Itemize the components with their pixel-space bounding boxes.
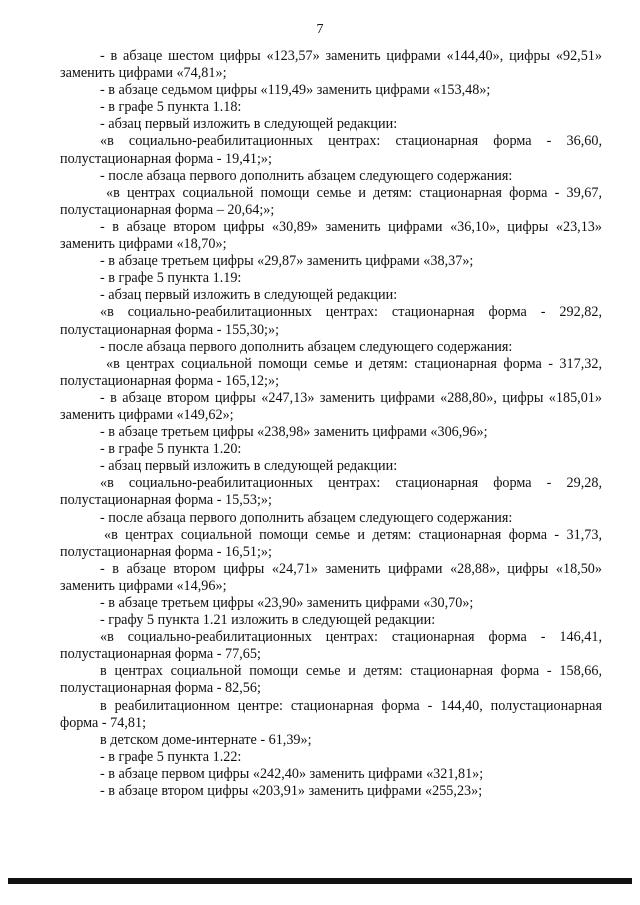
- paragraph: - в абзаце третьем цифры «29,87» заменить цифрами «38,37»;: [100, 253, 474, 270]
- paragraph: - в абзаце шестом цифры «123,57» заменить цифрами «144,40», цифры «92,51» заменить цифрами «74,81»;: [60, 48, 602, 82]
- paragraph: - абзац первый изложить в следующей редакции:: [100, 458, 398, 475]
- scan-edge-border: [8, 878, 632, 884]
- paragraph: - абзац первый изложить в следующей редакции:: [100, 287, 398, 304]
- page-number: 7: [316, 22, 324, 37]
- paragraph: - в графе 5 пункта 1.20:: [100, 441, 242, 458]
- paragraph: «в социально-реабилитационных центрах: стационарная форма - 292,82, полустационарная форма - 155,30;»;: [60, 304, 602, 338]
- paragraph: «в социально-реабилитационных центрах: стационарная форма - 146,41, полустационарная форма - 77,65;: [60, 629, 602, 663]
- paragraph: - в абзаце третьем цифры «23,90» заменить цифрами «30,70»;: [100, 595, 474, 611]
- paragraph: - в абзаце третьем цифры «238,98» заменить цифрами «306,96»;: [100, 424, 488, 441]
- paragraph: «в социально-реабилитационных центрах: стационарная форма - 36,60, полустационарная форма - 19,41;»;: [60, 133, 602, 167]
- paragraph: - в абзаце втором цифры «247,13» заменить цифрами «288,80», цифры «185,01» заменить цифрами «149,62»;: [60, 389, 602, 423]
- paragraph: - в графе 5 пункта 1.22:: [100, 748, 242, 765]
- paragraph: «в социально-реабилитационных центрах: стационарная форма - 29,28, полустационарная форма - 15,53;»;: [60, 475, 602, 509]
- paragraph: «в центрах социальной помощи семье и детям: стационарная форма - 317,32, полустационарная форма - 165,12;»;: [60, 355, 602, 389]
- paragraph: - в графе 5 пункта 1.18:: [100, 99, 242, 116]
- paragraph: в центрах социальной помощи семье и детям: стационарная форма - 158,66, полустационарная форма - 82,56;: [60, 663, 602, 697]
- paragraph: «в центрах социальной помощи семье и детям: стационарная форма - 39,67, полустационарная форма – 20,64;»;: [60, 184, 602, 218]
- paragraph: - после абзаца первого дополнить абзацем следующего содержания:: [100, 338, 513, 355]
- paragraph: - в абзаце первом цифры «242,40» заменить цифрами «321,81»;: [100, 765, 484, 782]
- paragraph: - в абзаце втором цифры «203,91» заменить цифрами «255,23»;: [100, 783, 483, 800]
- paragraph: - в абзаце втором цифры «30,89» заменить цифрами «36,10», цифры «23,13» заменить цифрами «18,70»;: [60, 218, 602, 253]
- paragraph: - графу 5 пункта 1.21 изложить в следующей редакции:: [100, 612, 436, 629]
- paragraph: - в графе 5 пункта 1.19:: [100, 270, 242, 287]
- paragraph: - после абзаца первого дополнить абзацем следующего содержания:: [100, 167, 513, 184]
- paragraph: «в центрах социальной помощи семье и детям: стационарная форма - 31,73, полустационарная форма - 16,51;»;: [60, 526, 602, 560]
- paragraph: - абзац первый изложить в следующей редакции:: [100, 116, 398, 133]
- paragraph: - после абзаца первого дополнить абзацем следующего содержания:: [100, 509, 513, 526]
- document-body: [60, 48, 602, 800]
- paragraph: в детском доме-интернате - 61,39»;: [100, 731, 312, 748]
- paragraph: - в абзаце седьмом цифры «119,49» заменить цифрами «153,48»;: [100, 82, 491, 99]
- paragraph: - в абзаце втором цифры «24,71» заменить цифрами «28,88», цифры «18,50» заменить цифрами «14,96»;: [60, 560, 602, 594]
- paragraph: в реабилитационном центре: стационарная форма - 144,40, полустационарная форма - 74,81;: [60, 697, 602, 731]
